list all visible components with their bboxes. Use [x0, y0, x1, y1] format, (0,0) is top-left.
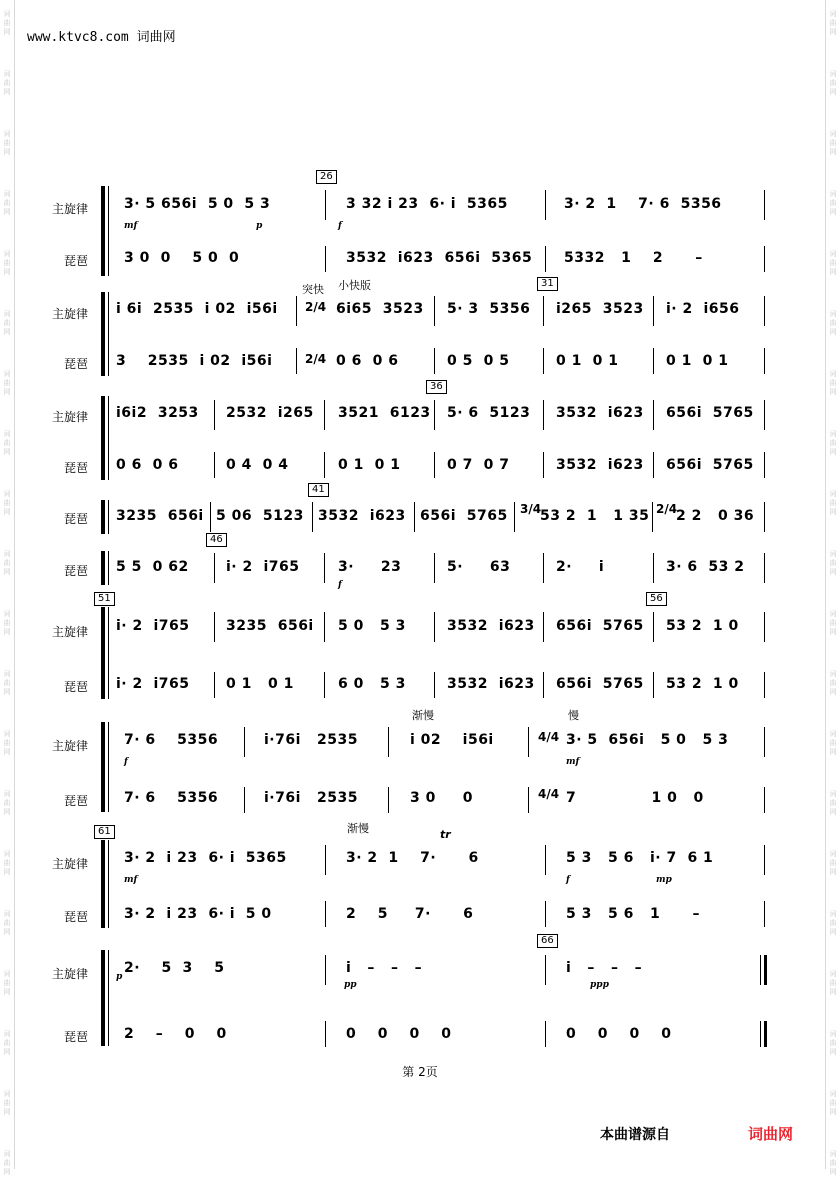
- pipa-measures: 5· 63: [447, 559, 511, 575]
- part-name-pipa: 琵琶: [64, 910, 89, 924]
- margin-watermark: 词 曲 网: [829, 10, 837, 36]
- part-name-pipa: 琵琶: [64, 794, 89, 808]
- melody-measures: 3· 2 i 23 6· i 5365: [124, 850, 287, 866]
- measure-number: 36: [426, 380, 447, 394]
- margin-watermark: 词 曲 网: [829, 370, 837, 396]
- melody-measures: 7· 6 5356: [124, 732, 219, 748]
- pipa-measures: 2 5 7· 6: [346, 906, 474, 922]
- pipa-measures: 2· i: [556, 559, 605, 575]
- margin-watermark: 词 曲 网: [3, 130, 11, 156]
- pipa-measures: 3532 i623: [447, 676, 535, 692]
- pipa-measures: 0 0 0 0: [566, 1026, 672, 1042]
- pipa-measures: 0 1 0 1: [226, 676, 294, 692]
- margin-watermark: 词 曲 网: [3, 490, 11, 516]
- part-name-melody: 主旋律: [52, 410, 89, 424]
- trill-mark: tr: [440, 828, 451, 841]
- pipa-measures: 0 6 0 6: [116, 457, 179, 473]
- melody-measures: i· 2 i765: [116, 618, 190, 634]
- measure-number: 41: [308, 483, 329, 497]
- melody-measures: 3532 i623: [447, 618, 535, 634]
- pipa-measures: 5 3 5 6 1 –: [566, 906, 700, 922]
- margin-watermark: 词 曲 网: [3, 1030, 11, 1056]
- melody-measures: i 6i 2535 i 02 i56i: [116, 301, 278, 317]
- dynamic-mark: f: [338, 221, 342, 231]
- pipa-measures: 0 1 0 1: [338, 457, 401, 473]
- part-name-melody: 主旋律: [52, 625, 89, 639]
- pipa-measures: 6 0 5 3: [338, 676, 406, 692]
- measure-number: 31: [537, 277, 558, 291]
- tempo-mark: 渐慢: [412, 709, 434, 722]
- pipa-measures: 3 0 0 5 0 0: [124, 250, 240, 266]
- margin-watermark: 词 曲 网: [3, 730, 11, 756]
- margin-watermark: 词 曲 网: [3, 70, 11, 96]
- dynamic-mark: mf: [124, 221, 138, 231]
- melody-measures: i·76i 2535: [264, 732, 358, 748]
- margin-watermark: 词 曲 网: [3, 190, 11, 216]
- margin-watermark: 词 曲 网: [3, 10, 11, 36]
- melody-measures: 656i 5765: [556, 618, 644, 634]
- pipa-measures: 3 2535 i 02 i56i: [116, 353, 273, 369]
- part-name-melody: 主旋律: [52, 857, 89, 871]
- pipa-measures: i· 2 i765: [226, 559, 300, 575]
- page-number: 第 2页: [402, 1065, 438, 1079]
- margin-watermark: 词 曲 网: [3, 1150, 11, 1176]
- melody-measures: 3· 2 1 7· 6: [346, 850, 479, 866]
- tempo-mark: 渐慢: [347, 822, 369, 835]
- pipa-measures: 2 2 0 36: [676, 508, 755, 524]
- pipa-measures: 2 – 0 0: [124, 1026, 227, 1042]
- pipa-measures: 7· 6 5356: [124, 790, 219, 806]
- measure-number: 46: [206, 533, 227, 547]
- melody-measures: 5· 3 5356: [447, 301, 531, 317]
- dynamic-mark: mf: [124, 875, 138, 885]
- melody-measures: i – – –: [566, 960, 643, 976]
- margin-watermark: 词 曲 网: [829, 850, 837, 876]
- pipa-measures: 5 06 5123: [216, 508, 304, 524]
- pipa-measures: 3532 i623: [556, 457, 644, 473]
- melody-measures: 5 0 5 3: [338, 618, 406, 634]
- margin-watermark: 词 曲 网: [3, 1090, 11, 1116]
- melody-measures: i 02 i56i: [410, 732, 494, 748]
- part-name-melody: 主旋律: [52, 202, 89, 216]
- dynamic-mark: mp: [656, 875, 672, 885]
- margin-watermark: 词 曲 网: [3, 430, 11, 456]
- part-name-pipa: 琵琶: [64, 357, 89, 371]
- pipa-measures: 656i 5765: [666, 457, 754, 473]
- pipa-measures: 5332 1 2 –: [564, 250, 703, 266]
- site-label[interactable]: www.ktvc8.com 词曲网: [27, 30, 176, 45]
- pipa-measures: 5 5 0 62: [116, 559, 189, 575]
- melody-measures: 656i 5765: [666, 405, 754, 421]
- dynamic-mark: pp: [344, 980, 357, 990]
- pipa-measures: 3532 i623: [318, 508, 406, 524]
- pipa-measures: 7 1 0 0: [566, 790, 704, 806]
- margin-watermark: 词 曲 网: [829, 970, 837, 996]
- part-name-pipa: 琵琶: [64, 254, 89, 268]
- margin-watermark: 词 曲 网: [829, 910, 837, 936]
- pipa-measures: 0 0 0 0: [346, 1026, 452, 1042]
- measure-number: 26: [316, 170, 337, 184]
- margin-watermark: 词 曲 网: [3, 310, 11, 336]
- margin-watermark: 词 曲 网: [3, 250, 11, 276]
- melody-measures: 3235 656i: [226, 618, 314, 634]
- melody-measures: 3· 5 656i 5 0 5 3: [566, 732, 729, 748]
- tempo-mark: 慢: [568, 709, 579, 722]
- dynamic-mark: p: [116, 972, 123, 982]
- margin-watermark: 词 曲 网: [829, 1030, 837, 1056]
- margin-watermark: 词 曲 网: [829, 1150, 837, 1176]
- pipa-measures: 0 1 0 1: [666, 353, 729, 369]
- margin-watermark: 词 曲 网: [829, 250, 837, 276]
- melody-measures: 3· 5 656i 5 0 5 3: [124, 196, 271, 212]
- margin-watermark: 词 曲 网: [3, 970, 11, 996]
- pipa-measures: 3· 2 i 23 6· i 5 0: [124, 906, 272, 922]
- melody-measures: i6i2 3253: [116, 405, 199, 421]
- pipa-measures: 0 1 0 1: [556, 353, 619, 369]
- margin-watermark: 词 曲 网: [3, 610, 11, 636]
- time-signature: 4/4: [538, 787, 560, 801]
- pipa-measures: 0 6 0 6: [336, 353, 399, 369]
- dynamic-mark: f: [566, 875, 570, 885]
- melody-measures: 2· 5 3 5: [124, 960, 225, 976]
- time-signature: 2/4: [656, 502, 678, 516]
- margin-watermark: 词 曲 网: [829, 190, 837, 216]
- pipa-measures: 3532 i623 656i 5365: [346, 250, 533, 266]
- margin-watermark: 词 曲 网: [829, 490, 837, 516]
- pipa-measures: 3 0 0: [410, 790, 473, 806]
- melody-measures: i· 2 i656: [666, 301, 740, 317]
- part-name-pipa: 琵琶: [64, 512, 89, 526]
- time-signature: 2/4: [305, 300, 327, 314]
- melody-measures: 5 3 5 6 i· 7 6 1: [566, 850, 714, 866]
- melody-measures: 3 32 i 23 6· i 5365: [346, 196, 508, 212]
- time-signature: 4/4: [538, 730, 560, 744]
- margin-watermark: 词 曲 网: [3, 790, 11, 816]
- margin-watermark: 词 曲 网: [3, 850, 11, 876]
- part-name-pipa: 琵琶: [64, 461, 89, 475]
- margin-watermark: 词 曲 网: [829, 1090, 837, 1116]
- margin-watermark: 词 曲 网: [3, 550, 11, 576]
- part-name-melody: 主旋律: [52, 967, 89, 981]
- dynamic-mark: f: [124, 757, 128, 767]
- dynamic-mark: ppp: [590, 980, 609, 990]
- dynamic-mark: f: [338, 580, 342, 590]
- margin-watermark: 词 曲 网: [829, 550, 837, 576]
- brand-link[interactable]: 词曲网: [748, 1125, 794, 1143]
- pipa-measures: 0 7 0 7: [447, 457, 510, 473]
- margin-watermark: 词 曲 网: [829, 730, 837, 756]
- part-name-pipa: 琵琶: [64, 564, 89, 578]
- tempo-mark: 突快: [302, 283, 324, 296]
- pipa-measures: i· 2 i765: [116, 676, 190, 692]
- margin-watermark: 词 曲 网: [829, 70, 837, 96]
- pipa-measures: 656i 5765: [420, 508, 508, 524]
- time-signature: 2/4: [305, 352, 327, 366]
- pipa-measures: 53 2 1 1 35: [540, 508, 650, 524]
- margin-watermark: 词 曲 网: [3, 670, 11, 696]
- dynamic-mark: mf: [566, 757, 580, 767]
- melody-measures: 3· 2 1 7· 6 5356: [564, 196, 722, 212]
- margin-watermark: 词 曲 网: [829, 670, 837, 696]
- margin-watermark: 词 曲 网: [3, 370, 11, 396]
- margin-watermark: 词 曲 网: [829, 430, 837, 456]
- melody-measures: 53 2 1 0: [666, 618, 739, 634]
- melody-measures: i – – –: [346, 960, 423, 976]
- margin-watermark: 词 曲 网: [829, 790, 837, 816]
- part-name-melody: 主旋律: [52, 739, 89, 753]
- margin-watermark: 词 曲 网: [829, 610, 837, 636]
- pipa-measures: 0 4 0 4: [226, 457, 289, 473]
- melody-measures: i265 3523: [556, 301, 644, 317]
- pipa-measures: 656i 5765: [556, 676, 644, 692]
- source-label: 本曲谱源自: [600, 1127, 670, 1143]
- pipa-measures: 53 2 1 0: [666, 676, 739, 692]
- part-name-melody: 主旋律: [52, 307, 89, 321]
- measure-number: 66: [537, 934, 558, 948]
- margin-watermark: 词 曲 网: [829, 130, 837, 156]
- measure-number: 56: [646, 592, 667, 606]
- melody-measures: 6i65 3523: [336, 301, 424, 317]
- part-name-pipa: 琵琶: [64, 1030, 89, 1044]
- pipa-measures: 3· 6 53 2: [666, 559, 745, 575]
- pipa-measures: 0 5 0 5: [447, 353, 510, 369]
- part-name-pipa: 琵琶: [64, 680, 89, 694]
- dynamic-mark: p: [256, 221, 263, 231]
- melody-measures: 2532 i265: [226, 405, 314, 421]
- melody-measures: 5· 6 5123: [447, 405, 531, 421]
- melody-measures: 3532 i623: [556, 405, 644, 421]
- time-signature: 3/4: [520, 502, 542, 516]
- pipa-measures: 3· 23: [338, 559, 402, 575]
- margin-watermark: 词 曲 网: [3, 910, 11, 936]
- pipa-measures: i·76i 2535: [264, 790, 358, 806]
- melody-measures: 3521 6123: [338, 405, 431, 421]
- measure-number: 61: [94, 825, 115, 839]
- pipa-measures: 3235 656i: [116, 508, 204, 524]
- tempo-mark: 小快版: [338, 279, 371, 292]
- measure-number: 51: [94, 592, 115, 606]
- margin-watermark: 词 曲 网: [829, 310, 837, 336]
